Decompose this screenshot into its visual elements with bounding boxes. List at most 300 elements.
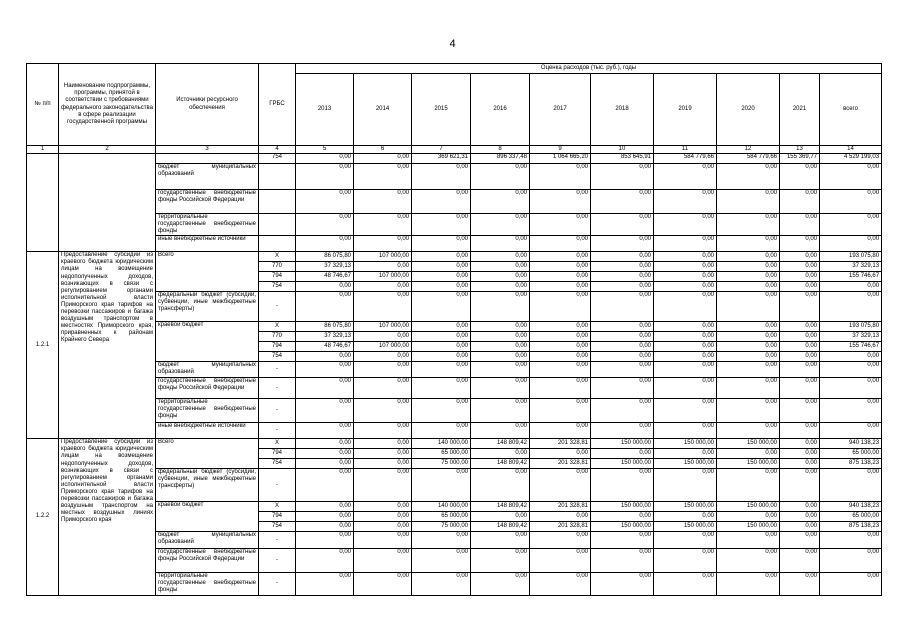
- total-value: 0,00: [820, 164, 882, 190]
- total-value: 0,00: [820, 549, 882, 573]
- value-line: 150 000,00: [746, 440, 777, 447]
- column-index: 4: [259, 146, 296, 154]
- column-index: 5: [296, 146, 354, 154]
- year-value: 0,00: [471, 423, 530, 439]
- value-line: 150 000,00: [654, 458, 716, 468]
- year-value: 0,00: [412, 378, 471, 399]
- item-name: [59, 154, 156, 252]
- value-line: 86 075,80: [324, 323, 351, 330]
- value-line: 150 000,00: [746, 503, 777, 510]
- year-value: 0,00: [654, 549, 717, 573]
- year-value: [530, 322, 591, 362]
- year-value: [354, 439, 412, 469]
- year-value: [471, 322, 530, 362]
- column-index: 2: [59, 146, 156, 154]
- year-value: 0,00: [412, 549, 471, 573]
- value-line: 0,00: [820, 351, 881, 361]
- value-line: 0,00: [591, 271, 653, 281]
- year-value: 0,00: [296, 532, 354, 549]
- value-line: 201 328,81: [530, 521, 590, 531]
- value-line: 0,00: [654, 281, 716, 291]
- year-value: [412, 322, 471, 362]
- value-line: 0,00: [717, 448, 779, 458]
- table-header: [27, 64, 882, 154]
- year-value: 0,00: [591, 190, 654, 214]
- item-number: 1.2.2: [27, 439, 59, 595]
- value-line: 150 000,00: [620, 440, 651, 447]
- grbs-code: -: [259, 469, 296, 502]
- year-value: 0,00: [780, 236, 820, 252]
- year-value: 0,00: [654, 190, 717, 214]
- total-value: 0,00: [820, 236, 882, 252]
- value-line: 150 000,00: [683, 503, 714, 510]
- value-line: 0,00: [354, 261, 411, 271]
- grbs-code: -: [259, 423, 296, 439]
- value-line: 148 809,42: [496, 503, 527, 510]
- table-row: [27, 252, 882, 292]
- grbs-code-line: X: [274, 323, 279, 330]
- header-grbs: ГРБС: [259, 64, 296, 146]
- year-value: [717, 252, 780, 292]
- value-line: 148 809,42: [471, 458, 529, 468]
- value-line: 150 000,00: [620, 503, 651, 510]
- year-value: 0,00: [412, 164, 471, 190]
- year-value: 0,00: [780, 573, 820, 595]
- year-value: 0,00: [654, 362, 717, 378]
- header-year: 2015: [412, 74, 471, 146]
- funding-source: федеральный бюджет (субсидии, субвенции, иные межбюджетные трансферты): [156, 292, 259, 322]
- year-value: 0,00: [471, 236, 530, 252]
- value-line: 0,00: [780, 261, 819, 271]
- value-line: 0,00: [576, 253, 588, 260]
- value-line: 0,00: [296, 448, 353, 458]
- column-index-row: [27, 146, 882, 154]
- year-value: 0,00: [780, 164, 820, 190]
- header-year: 2020: [717, 74, 780, 146]
- table-row: [27, 362, 882, 378]
- column-index: 1: [27, 146, 59, 154]
- total-value: 0,00: [820, 423, 882, 439]
- value-line: 0,00: [591, 331, 653, 341]
- year-value: [354, 322, 412, 362]
- header-year: 2016: [471, 74, 530, 146]
- value-line: 0,00: [530, 271, 590, 281]
- header-total: всего: [820, 74, 882, 146]
- value-line: 193 075,80: [849, 253, 880, 260]
- funding-source: территориальные государственные внебюджетные фонды: [156, 214, 259, 236]
- grbs-code: [259, 164, 296, 190]
- year-value: 0,00: [717, 423, 780, 439]
- value-line: 0,00: [717, 331, 779, 341]
- value-line: 0,00: [780, 458, 819, 468]
- funding-source: Всего: [156, 439, 259, 469]
- grbs-code: [259, 214, 296, 236]
- grbs-code-line: 754: [259, 281, 295, 291]
- value-line: 0,00: [780, 331, 819, 341]
- table-row: [27, 164, 882, 190]
- year-value: 0,00: [780, 292, 820, 322]
- value-line: 150 000,00: [654, 521, 716, 531]
- value-line: 0,00: [639, 253, 651, 260]
- expense-estimate-table: [26, 63, 882, 596]
- year-value: 0,00: [354, 549, 412, 573]
- table-row: [27, 502, 882, 532]
- year-value: 369 621,31: [412, 154, 471, 164]
- year-value: 0,00: [780, 469, 820, 502]
- value-line: 0,00: [780, 281, 819, 291]
- total-value: [820, 252, 882, 292]
- value-line: 0,00: [471, 331, 529, 341]
- year-value: 0,00: [654, 399, 717, 423]
- year-value: 0,00: [412, 469, 471, 502]
- value-line: 0,00: [354, 281, 411, 291]
- funding-source: федеральный бюджет (субсидии, субвенции, иные межбюджетные трансферты): [156, 469, 259, 502]
- value-line: 140 000,00: [437, 440, 468, 447]
- value-line: 0,00: [296, 511, 353, 521]
- value-line: 37 329,13: [296, 261, 353, 271]
- value-line: 201 328,81: [557, 503, 588, 510]
- value-line: 0,00: [412, 261, 470, 271]
- year-value: [530, 252, 591, 292]
- year-value: [471, 439, 530, 469]
- year-value: 0,00: [471, 399, 530, 423]
- value-line: 0,00: [515, 253, 527, 260]
- value-line: 0,00: [765, 323, 777, 330]
- value-line: 0,00: [717, 351, 779, 361]
- grbs-code-line: 770: [259, 261, 295, 271]
- year-value: 0,00: [296, 214, 354, 236]
- value-line: 0,00: [780, 521, 819, 531]
- grbs-code: -: [259, 573, 296, 595]
- table-row: [27, 532, 882, 549]
- header-year: 2019: [654, 74, 717, 146]
- year-value: 0,00: [654, 236, 717, 252]
- year-value: 0,00: [471, 532, 530, 549]
- table-row: [27, 322, 882, 362]
- year-value: [654, 502, 717, 532]
- funding-source: бюджет муниципальных образований: [156, 532, 259, 549]
- value-line: 0,00: [591, 351, 653, 361]
- year-value: 0,00: [296, 378, 354, 399]
- year-value: 0,00: [412, 214, 471, 236]
- value-line: 201 328,81: [530, 458, 590, 468]
- year-value: [717, 502, 780, 532]
- year-value: 0,00: [591, 378, 654, 399]
- year-value: 853 645,91: [591, 154, 654, 164]
- year-value: 0,00: [354, 236, 412, 252]
- year-value: 0,00: [717, 532, 780, 549]
- table-row: [27, 190, 882, 214]
- grbs-code: -: [259, 532, 296, 549]
- value-line: 0,00: [654, 351, 716, 361]
- value-line: 0,00: [471, 448, 529, 458]
- value-line: 0,00: [591, 448, 653, 458]
- value-line: 0,00: [296, 351, 353, 361]
- year-value: 0,00: [780, 399, 820, 423]
- value-line: 0,00: [805, 323, 817, 330]
- year-value: 0,00: [471, 164, 530, 190]
- grbs-code: [259, 322, 296, 362]
- header-year: 2018: [591, 74, 654, 146]
- value-line: 155 746,67: [820, 341, 881, 351]
- value-line: 0,00: [530, 448, 590, 458]
- value-line: 0,00: [780, 351, 819, 361]
- year-value: [412, 502, 471, 532]
- year-value: 0,00: [717, 573, 780, 595]
- value-line: 0,00: [471, 281, 529, 291]
- year-value: [591, 502, 654, 532]
- year-value: 0,00: [471, 549, 530, 573]
- year-value: 0,00: [296, 154, 354, 164]
- value-line: 0,00: [354, 521, 411, 531]
- year-value: 0,00: [717, 469, 780, 502]
- year-value: 0,00: [354, 423, 412, 439]
- total-value: 0,00: [820, 214, 882, 236]
- year-value: [296, 322, 354, 362]
- year-value: [654, 252, 717, 292]
- year-value: [780, 502, 820, 532]
- year-value: 0,00: [296, 190, 354, 214]
- year-value: 0,00: [654, 378, 717, 399]
- value-line: 0,00: [530, 281, 590, 291]
- funding-source: государственные внебюджетные фонды Российской Федерации: [156, 378, 259, 399]
- year-value: 0,00: [654, 292, 717, 322]
- value-line: 0,00: [471, 271, 529, 281]
- year-value: 0,00: [530, 423, 591, 439]
- value-line: 65 000,00: [820, 511, 881, 521]
- value-line: 0,00: [471, 261, 529, 271]
- funding-source: иные внебюджетные источники: [156, 236, 259, 252]
- value-line: 150 000,00: [717, 458, 779, 468]
- year-value: [591, 322, 654, 362]
- year-value: 0,00: [780, 190, 820, 214]
- year-value: [412, 439, 471, 469]
- year-value: 0,00: [654, 532, 717, 549]
- year-value: 0,00: [717, 362, 780, 378]
- value-line: 140 000,00: [437, 503, 468, 510]
- value-line: 65 000,00: [412, 511, 470, 521]
- year-value: [354, 252, 412, 292]
- grbs-code: -: [259, 549, 296, 573]
- value-line: 86 075,80: [324, 253, 351, 260]
- value-line: 48 746,67: [296, 271, 353, 281]
- value-line: 0,00: [805, 440, 817, 447]
- year-value: [530, 502, 591, 532]
- value-line: 65 000,00: [412, 448, 470, 458]
- value-line: 0,00: [354, 511, 411, 521]
- column-index: 9: [530, 146, 591, 154]
- value-line: 0,00: [339, 440, 351, 447]
- value-line: 37 329,13: [820, 331, 881, 341]
- value-line: 0,00: [354, 448, 411, 458]
- value-line: 0,00: [591, 281, 653, 291]
- value-line: 0,00: [805, 503, 817, 510]
- year-value: 0,00: [717, 549, 780, 573]
- year-value: 0,00: [717, 164, 780, 190]
- grbs-code-line: 794: [259, 271, 295, 281]
- value-line: 0,00: [296, 521, 353, 531]
- item-number: 1.2.1: [27, 252, 59, 439]
- year-value: 0,00: [471, 469, 530, 502]
- value-line: 0,00: [654, 511, 716, 521]
- value-line: 940 138,23: [849, 440, 880, 447]
- funding-source: государственные внебюджетные фонды Российской Федерации: [156, 190, 259, 214]
- value-line: 107 000,00: [354, 341, 411, 351]
- year-value: 0,00: [780, 378, 820, 399]
- year-value: 0,00: [354, 378, 412, 399]
- grbs-code: [259, 439, 296, 469]
- year-value: 0,00: [354, 214, 412, 236]
- grbs-code-line: X: [274, 440, 279, 447]
- year-value: 0,00: [530, 214, 591, 236]
- grbs-code-line: 794: [259, 341, 295, 351]
- table-row: [27, 378, 882, 399]
- table-body: [27, 154, 882, 595]
- year-value: 896 337,48: [471, 154, 530, 164]
- year-value: 0,00: [354, 399, 412, 423]
- total-value: 0,00: [820, 378, 882, 399]
- grbs-code-line: 794: [259, 448, 295, 458]
- year-value: 0,00: [354, 190, 412, 214]
- total-value: [820, 322, 882, 362]
- year-value: 0,00: [530, 362, 591, 378]
- funding-source: территориальные государственные внебюджетные фонды: [156, 399, 259, 423]
- value-line: 0,00: [654, 448, 716, 458]
- funding-source: [156, 154, 259, 164]
- year-value: 0,00: [530, 399, 591, 423]
- year-value: 0,00: [296, 399, 354, 423]
- grbs-code-line: X: [274, 503, 279, 510]
- value-line: 148 809,42: [496, 440, 527, 447]
- year-value: 0,00: [654, 164, 717, 190]
- value-line: 0,00: [805, 253, 817, 260]
- header-year: 2021: [780, 74, 820, 146]
- value-line: 0,00: [515, 323, 527, 330]
- year-value: [717, 322, 780, 362]
- funding-source: бюджет муниципальных образований: [156, 164, 259, 190]
- year-value: [717, 439, 780, 469]
- header-num: № п/п: [27, 64, 59, 146]
- value-line: 0,00: [354, 331, 411, 341]
- value-line: 107 000,00: [378, 253, 409, 260]
- value-line: 0,00: [412, 341, 470, 351]
- value-line: 0,00: [354, 458, 411, 468]
- total-value: 4 529 199,03: [820, 154, 882, 164]
- header-year: 2014: [354, 74, 412, 146]
- value-line: 107 000,00: [354, 271, 411, 281]
- year-value: [471, 502, 530, 532]
- value-line: 0,00: [576, 323, 588, 330]
- grbs-code-line: X: [274, 253, 279, 260]
- value-line: 0,00: [780, 271, 819, 281]
- value-line: 0,00: [780, 341, 819, 351]
- value-line: 940 138,23: [849, 503, 880, 510]
- value-line: 0,00: [397, 440, 409, 447]
- value-line: 155 746,67: [820, 271, 881, 281]
- table-row: [27, 423, 882, 439]
- item-name: Предоставление субсидий из краевого бюджета юридическим лицам на возмещение недополученных доходов, возникающих в связи с регулированием органами исполнительной власти Приморского края тарифов на перевозки пассажиров и багажа воздушным транспортом в местностях Приморского края, приравненных к районам Крайнего Севера: [59, 252, 156, 439]
- value-line: 0,00: [456, 323, 468, 330]
- table-row: [27, 399, 882, 423]
- year-value: [296, 252, 354, 292]
- year-value: 0,00: [354, 154, 412, 164]
- value-line: 75 000,00: [412, 521, 470, 531]
- year-value: 0,00: [412, 362, 471, 378]
- value-line: 148 809,42: [471, 521, 529, 531]
- grbs-code: -: [259, 292, 296, 322]
- year-value: 0,00: [354, 573, 412, 595]
- funding-source: государственные внебюджетные фонды Российской Федерации: [156, 549, 259, 573]
- year-value: [471, 252, 530, 292]
- value-line: 150 000,00: [683, 440, 714, 447]
- year-value: 0,00: [591, 399, 654, 423]
- year-value: 0,00: [412, 190, 471, 214]
- table-row: [27, 549, 882, 573]
- value-line: 0,00: [456, 253, 468, 260]
- year-value: 0,00: [780, 549, 820, 573]
- value-line: 0,00: [654, 331, 716, 341]
- year-value: 0,00: [530, 292, 591, 322]
- year-value: [654, 322, 717, 362]
- value-line: 0,00: [530, 341, 590, 351]
- value-line: 193 075,80: [849, 323, 880, 330]
- value-line: 0,00: [471, 341, 529, 351]
- value-line: 0,00: [717, 341, 779, 351]
- table-row: [27, 236, 882, 252]
- funding-source: иные внебюджетные источники: [156, 423, 259, 439]
- value-line: 0,00: [591, 511, 653, 521]
- value-line: 0,00: [296, 458, 353, 468]
- value-line: 0,00: [397, 503, 409, 510]
- year-value: [654, 439, 717, 469]
- year-value: [296, 502, 354, 532]
- value-line: 0,00: [412, 331, 470, 341]
- column-index: 8: [471, 146, 530, 154]
- table-row: [27, 292, 882, 322]
- total-value: 0,00: [820, 190, 882, 214]
- year-value: 0,00: [591, 469, 654, 502]
- value-line: 0,00: [339, 503, 351, 510]
- value-line: 0,00: [591, 341, 653, 351]
- year-value: 1 064 665,20: [530, 154, 591, 164]
- year-value: 0,00: [530, 549, 591, 573]
- column-index: 13: [780, 146, 820, 154]
- value-line: 0,00: [639, 323, 651, 330]
- year-value: 0,00: [471, 190, 530, 214]
- table-row: [27, 573, 882, 595]
- grbs-code: [259, 190, 296, 214]
- year-value: 584 779,66: [654, 154, 717, 164]
- value-line: 0,00: [530, 331, 590, 341]
- value-line: 0,00: [471, 511, 529, 521]
- grbs-code: 754: [259, 154, 296, 164]
- grbs-code: [259, 236, 296, 252]
- value-line: 0,00: [412, 351, 470, 361]
- year-value: 0,00: [412, 573, 471, 595]
- value-line: 0,00: [530, 511, 590, 521]
- value-line: 0,00: [354, 351, 411, 361]
- year-value: 0,00: [412, 236, 471, 252]
- year-value: 155 369,77: [780, 154, 820, 164]
- value-line: 0,00: [471, 351, 529, 361]
- value-line: 0,00: [717, 511, 779, 521]
- value-line: 75 000,00: [412, 458, 470, 468]
- grbs-code-line: 754: [259, 351, 295, 361]
- year-value: 0,00: [717, 399, 780, 423]
- value-line: 875 138,23: [820, 521, 881, 531]
- funding-source: бюджет муниципальных образований: [156, 362, 259, 378]
- year-value: 584 779,66: [717, 154, 780, 164]
